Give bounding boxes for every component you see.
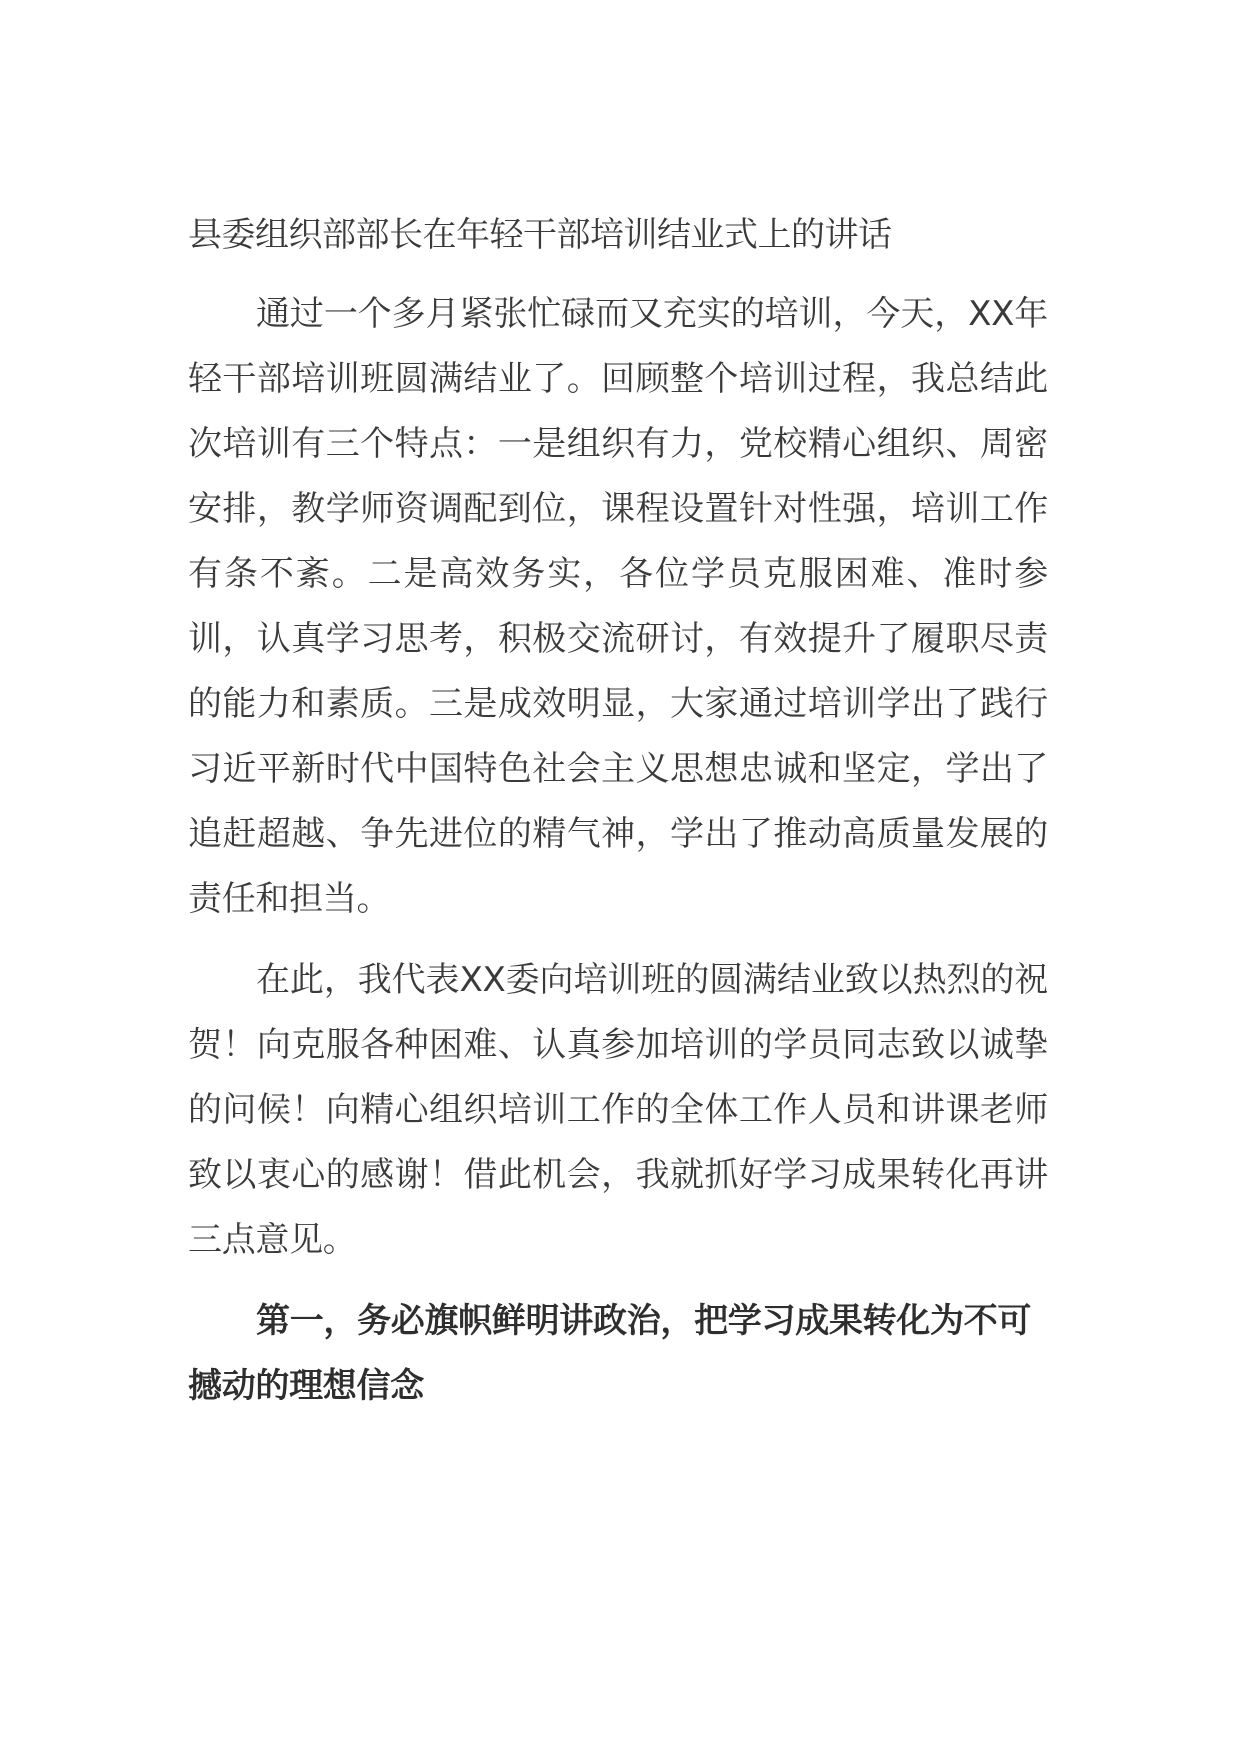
body-paragraph-1: 通过一个多月紧张忙碌而又充实的培训，今天，XX年轻干部培训班圆满结业了。回顾整个培训过程，我总结此次培训有三个特点：一是组织有力，党校精心组织、周密安排，教学师资调配到位，课程设置针对性强，培训工作有条不紊。二是高效务实，各位学员克服困难、准时参训，认真学习思考，积极交流研讨，有效提升了履职尽责的能力和素质。三是成效明显，大家通过培训学出了践行习近平新时代中国特色社会主义思想忠诚和坚定，学出了追赶超越、争先进位的精气神，学出了推动高质量发展的责任和担当。 xyxy=(188,294,1048,919)
document-title: 县委组织部部长在年轻干部培训结业式上的讲话 xyxy=(188,215,892,255)
section-heading-1: 第一，务必旗帜鲜明讲政治，把学习成果转化为不可撼动的理想信念 xyxy=(188,1301,1032,1406)
document-page xyxy=(188,210,1048,1419)
body-paragraph-2: 在此，我代表XX委向培训班的圆满结业致以热烈的祝贺！向克服各种困难、认真参加培训的学员同志致以诚挚的问候！向精心组织培训工作的全体工作人员和讲课老师致以衷心的感谢！借此机会，我就抓好学习成果转化再讲三点意见。 xyxy=(188,960,1048,1260)
